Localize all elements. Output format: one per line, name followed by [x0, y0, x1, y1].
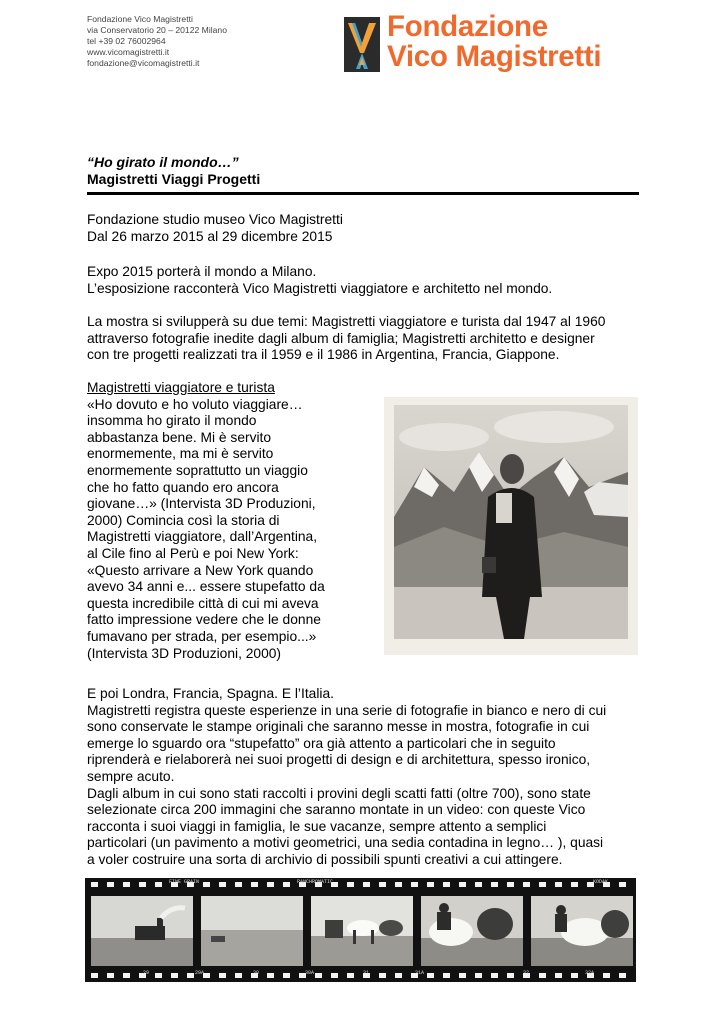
section-line: avevo 34 anni e... essere stupefatto da: [87, 579, 325, 595]
section-line: 2000) Comincia così la storia di: [87, 512, 280, 528]
narrative-line: sono conservate le stampe originali che saranno messe in mostra, fotografie in cui: [87, 719, 590, 735]
logo-line: Fondazione: [387, 10, 548, 43]
traveler-section: [87, 380, 377, 662]
title-divider: [87, 192, 639, 195]
film-label: KODAK: [593, 879, 609, 885]
narrative-line: sempre acuto.: [87, 768, 175, 784]
travel-photo: [384, 397, 638, 655]
section-line: «Questo arrivare a New York quando: [87, 562, 314, 578]
themes-line: attraverso fotografie inedite dagli album di famiglia; Magistretti architetto e designer: [87, 330, 595, 346]
travel-narrative: [87, 686, 647, 869]
narrative-line: particolari (un pavimento a motivi geometrici, una sedia contadina in legno… ), quasi: [87, 835, 604, 851]
document-title: “Ho girato il mondo…”: [87, 154, 239, 170]
frame-number: 32: [523, 970, 530, 976]
venue-line: Fondazione studio museo Vico Magistretti: [87, 212, 343, 227]
frame-number: 29A: [195, 970, 205, 976]
narrative-line: selezionate circa 200 immagini che saranno montate in un video: con queste Vico: [87, 802, 586, 818]
section-line: questa incredibile città di cui mi aveva: [87, 595, 319, 611]
address-line: via Conservatorio 20 – 20122 Milano: [87, 25, 227, 35]
section-line: enormemente soprattutto un viaggio: [87, 462, 308, 478]
section-line: insomma ho girato il mondo: [87, 413, 257, 429]
section-line: (Intervista 3D Produzioni, 2000): [87, 645, 282, 661]
address-line: www.vicomagistretti.it: [87, 47, 170, 57]
letterhead-address: [87, 14, 227, 69]
narrative-line: riprenderà e rielaborerà nei suoi progetti di design e di architettura, spesso ironico,: [87, 752, 591, 768]
expo-line: Expo 2015 porterà il mondo a Milano.: [87, 264, 317, 279]
expo-line: L’esposizione racconterà Vico Magistretti viaggiatore e architetto nel mondo.: [87, 280, 553, 296]
frame-number: 29: [143, 970, 150, 976]
narrative-line: emerge lo sguardo ora “stupefatto” ora già attento a particolari che in seguito: [87, 735, 556, 751]
logo-line: Vico Magistretti: [387, 40, 602, 73]
themes-line: con tre progetti realizzati tra il 1959 e il 1986 in Argentina, Francia, Giappone.: [87, 347, 560, 363]
narrative-line: racconta i suoi viaggi in famiglia, le sue vacanze, sempre attento a semplici: [87, 818, 547, 834]
themes-line: La mostra si svilupperà su due temi: Magistretti viaggiatore e turista dal 1947 al 1960: [87, 314, 606, 329]
film-label: FINE GRAIN: [169, 879, 200, 885]
frame-number: 31A: [415, 970, 425, 976]
section-line: enormemente, ma mi è servito: [87, 446, 274, 462]
frame-number: 30: [253, 970, 260, 976]
address-line: fondazione@vicomagistretti.it: [87, 58, 200, 68]
film-label: PANCHROMATIC: [297, 879, 334, 885]
frame-number: 30A: [305, 970, 315, 976]
section-line: «Ho dovuto e ho voluto viaggiare…: [87, 396, 303, 412]
address-line: tel +39 02 76002964: [87, 36, 166, 46]
frame-number: 31: [363, 970, 370, 976]
document-subtitle: Magistretti Viaggi Progetti: [87, 171, 261, 187]
section-line: fatto impressione vedere che le donne: [87, 612, 321, 628]
section-line: Magistretti viaggiatore, dall’Argentina,: [87, 529, 318, 545]
logo-wordmark: [387, 12, 601, 72]
foundation-logo-icon: [344, 17, 380, 72]
frame-number: 32A: [585, 970, 595, 976]
section-heading: Magistretti viaggiatore e turista: [87, 380, 275, 395]
themes-paragraph: [87, 314, 647, 364]
address-line: Fondazione Vico Magistretti: [87, 14, 193, 24]
intro-paragraph: [87, 212, 647, 245]
section-line: al Cile fino al Perù e poi New York:: [87, 545, 299, 561]
film-contact-strip: [85, 878, 636, 982]
narrative-line: E poi Londra, Francia, Spagna. E l’Italia.: [87, 686, 334, 701]
narrative-line: Dagli album in cui sono stati raccolti i provini degli scatti fatti (oltre 700), sono state: [87, 785, 591, 801]
section-line: abbastanza bene. Mi è servito: [87, 429, 272, 445]
narrative-line: Magistretti registra queste esperienze in una serie di fotografie in bianco e nero di cui: [87, 702, 607, 718]
section-line: fumavano per strada, per esempio...»: [87, 628, 317, 644]
section-line: che ho fatto quando ero ancora: [87, 479, 279, 495]
narrative-line: a voler costruire una sorta di archivio di possibili spunti creativi a cui attingere.: [87, 851, 563, 867]
section-line: giovane…» (Intervista 3D Produzioni,: [87, 496, 316, 512]
expo-paragraph: [87, 264, 647, 297]
dates-line: Dal 26 marzo 2015 al 29 dicembre 2015: [87, 228, 333, 244]
